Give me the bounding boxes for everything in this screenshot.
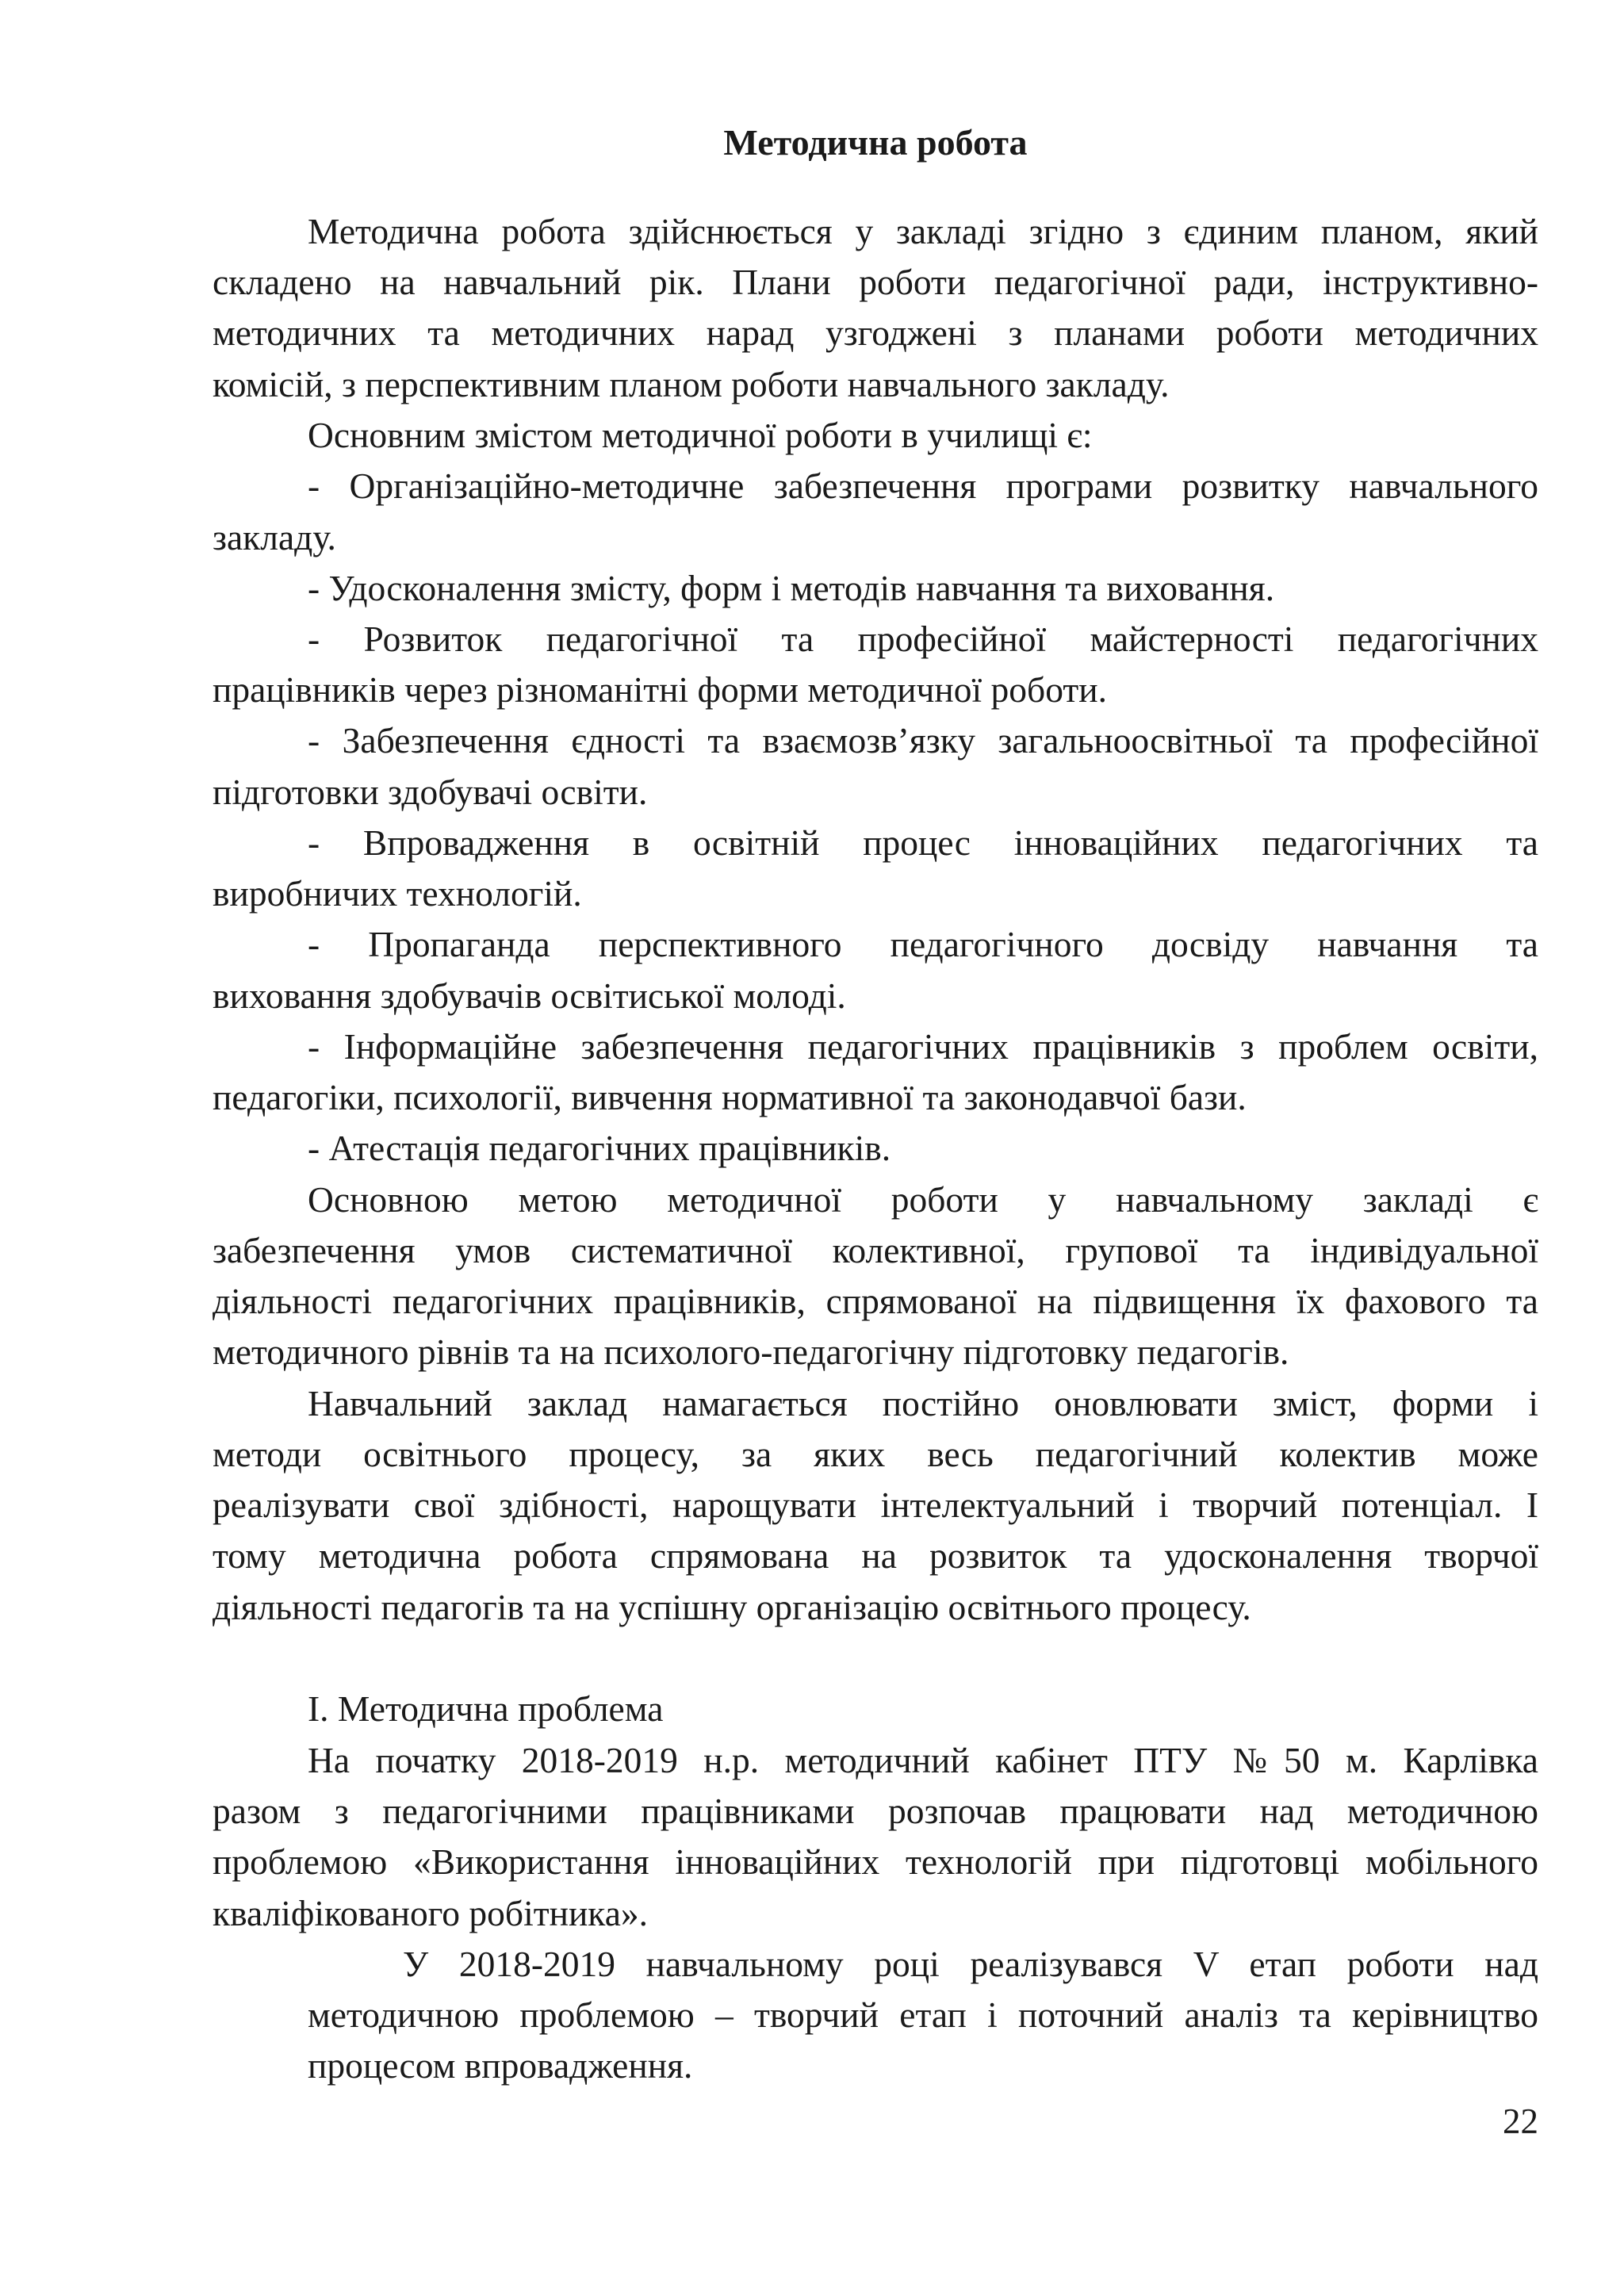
document-page (213, 0, 1538, 2295)
text-line: виховання здобувачів освітиської молоді. (213, 975, 846, 1016)
page-number: 22 (1503, 2102, 1538, 2141)
text-line: процесом впровадження. (308, 2045, 693, 2086)
text-line: методичних та методичних нарад узгоджені з планами роботи методичних (213, 312, 1538, 353)
text-line: І. Методична проблема (308, 1688, 664, 1729)
text-line: - Пропаганда перспективного педагогічного досвіду навчання та (308, 924, 1538, 964)
text-line: Навчальний заклад намагається постійно оновлювати зміст, форми і (308, 1383, 1538, 1423)
text-line: - Забезпечення єдності та взаємозв’язку загальноосвітньої та професійної (308, 720, 1538, 761)
text-line: - Атестація педагогічних працівників. (308, 1128, 891, 1168)
text-line: виробничих технологій. (213, 873, 582, 914)
text-line: реалізувати свої здібності, нарощувати інтелектуальний і творчий потенціал. І (213, 1485, 1538, 1525)
text-line: проблемою «Використання інноваційних технологій при підготовці мобільного (213, 1841, 1538, 1882)
text-line: разом з педагогічними працівниками розпочав працювати над методичною (213, 1791, 1538, 1831)
text-line: - Інформаційне забезпечення педагогічних працівників з проблем освіти, (308, 1026, 1538, 1067)
text-line: - Впровадження в освітній процес інноваційних педагогічних та (308, 822, 1538, 863)
text-line: - Розвиток педагогічної та професійної майстерності педагогічних (308, 619, 1538, 659)
text-line: кваліфікованого робітника». (213, 1893, 649, 1933)
text-line: тому методична робота спрямована на розвиток та удосконалення творчої (213, 1535, 1538, 1576)
text-line: Основною метою методичної роботи у навчальному закладі є (308, 1179, 1538, 1220)
text-line: Методична робота здійснюється у закладі згідно з єдиним планом, який (308, 211, 1538, 251)
text-line: методичною проблемою – творчий етап і поточний аналіз та керівництво (308, 1994, 1538, 2035)
page-title: Методична робота (723, 122, 1028, 163)
text-line: - Удосконалення змісту, форм і методів навчання та виховання. (308, 568, 1275, 608)
text-line: складено на навчальний рік. Плани роботи педагогічної ради, інструктивно- (213, 262, 1538, 302)
text-line: працівників через різноманітні форми методичної роботи. (213, 669, 1107, 710)
text-line: - Організаційно-методичне забезпечення програми розвитку навчального (308, 466, 1538, 506)
text-line: педагогіки, психології, вивчення нормативної та законодавчої бази. (213, 1077, 1247, 1117)
text-line: комісій, з перспективним планом роботи навчального закладу. (213, 364, 1170, 404)
text-line: діяльності педагогічних працівників, спрямованої на підвищення їх фахового та (213, 1281, 1538, 1321)
text-line: забезпечення умов систематичної колективної, групової та індивідуальної (213, 1230, 1538, 1270)
text-line: У 2018-2019 навчальному році реалізувався V етап роботи над (403, 1944, 1538, 1984)
text-line: методи освітнього процесу, за яких весь педагогічний колектив може (213, 1434, 1538, 1474)
text-line: На початку 2018-2019 н.р. методичний кабінет ПТУ №50 м. Карлівка (308, 1740, 1538, 1780)
text-line: підготовки здобувачі освіти. (213, 772, 648, 812)
text-line: методичного рівнів та на психолого-педагогічну підготовку педагогів. (213, 1331, 1289, 1372)
text-line: діяльності педагогів та на успішну організацію освітнього процесу. (213, 1587, 1251, 1627)
text-line: Основним змістом методичної роботи в училищі є: (308, 415, 1093, 455)
text-line: закладу. (213, 517, 336, 557)
